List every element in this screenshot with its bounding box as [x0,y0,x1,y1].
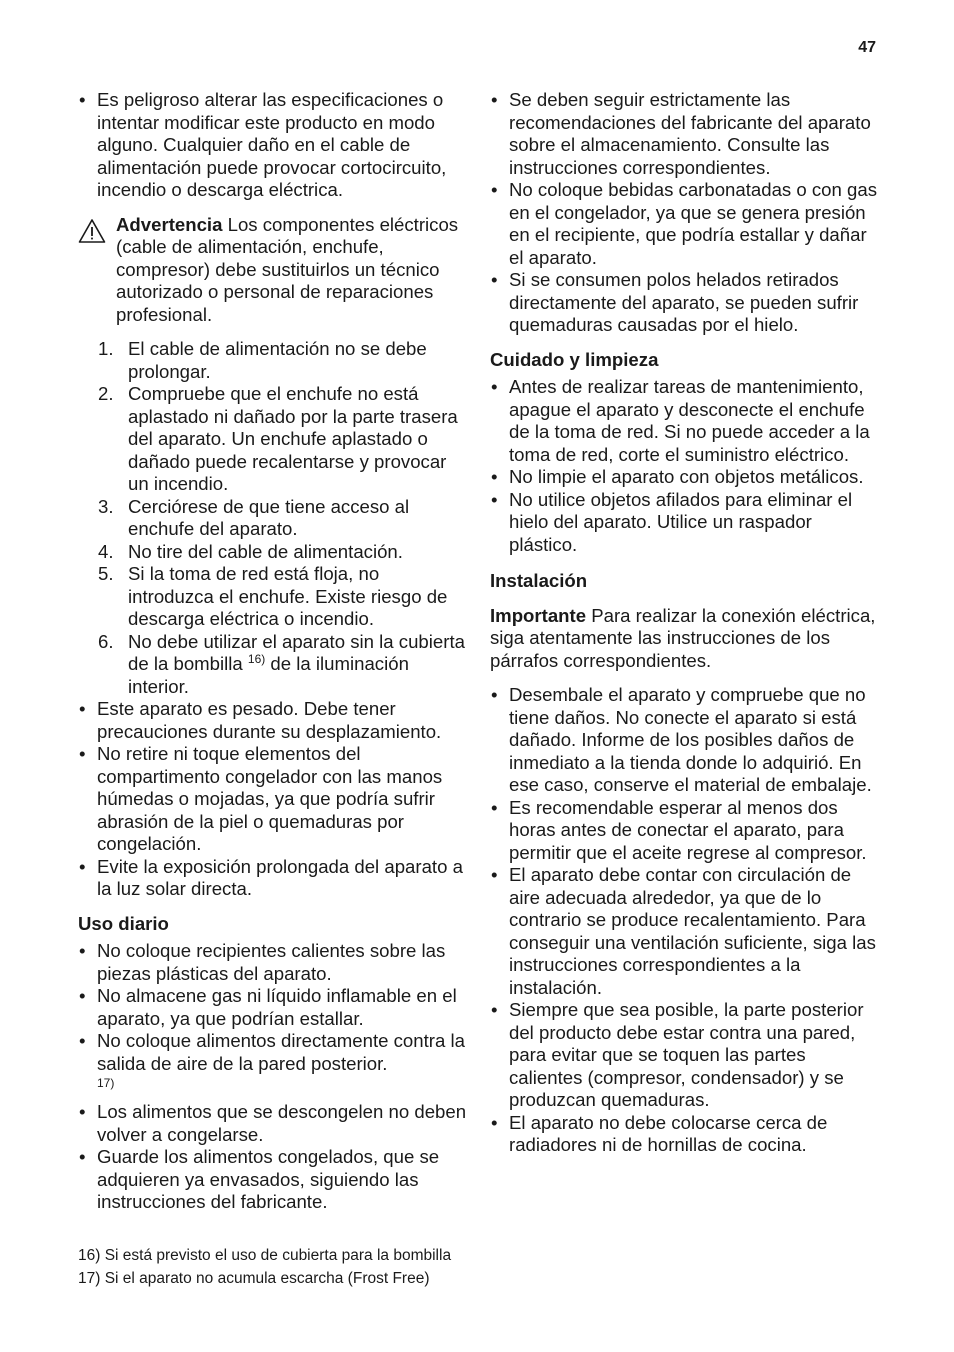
numbered-list [78,338,470,698]
footnote: 16) Si está previsto el uso de cubierta para la bombilla [78,1247,452,1264]
list-item: • Es peligroso alterar las especificaciones o intentar modificar este producto en modo alguno. Cualquier daño en el cable de alimentación puede provocar cortocircuito, incendio o descarga eléctrica. [78,89,470,202]
section-heading-cuidado: Cuidado y limpieza [490,348,659,370]
list-item: • Desembale el aparato y compruebe que no tiene daños. No conecte el aparato si está dañado. Informe de los posibles daños de inmediato a la tienda donde lo adquirió. En ese caso, conserve el material de embalaje. [490,684,882,797]
numbered-item: 2. Compruebe que el enchufe no está aplastado ni dañado por la parte trasera del aparato. Un enchufe aplastado o dañado puede recalentarse y provocar un incendio. [98,383,458,494]
list-item: • No retire ni toque elementos del compartimento congelador con las manos húmedas o mojadas, ya que podría sufrir abrasión de la piel o quemaduras por congelación. [78,743,470,856]
list-item: • Los alimentos que se descongelen no deben volver a congelarse. [78,1101,470,1146]
warning-notice [78,214,470,327]
warning-text: Los componentes eléctricos (cable de alimentación, enchufe, compresor) debe sustituirlos un técnico autorizado o personal de reparaciones profesional. [116,213,459,325]
section-heading-uso-diario: Uso diario [78,912,169,934]
left-column [78,89,470,1214]
footnotes [78,1245,538,1290]
list-item: • Evite la exposición prolongada del aparato a la luz solar directa. [78,856,470,901]
warning-triangle-icon [78,218,106,244]
uso-diario-list [78,940,470,1214]
footnote-ref: 17) [97,1076,115,1090]
important-label: Importante [490,604,587,626]
storage-bullet-list [490,89,882,337]
list-item: • Guarde los alimentos congelados, que se adquieren ya envasados, siguiendo las instrucciones del fabricante. [78,1146,470,1214]
footnote-ref: 16) [247,652,266,666]
list-item: • No coloque alimentos directamente contra la salida de aire de la pared posterior. 17) [78,1030,470,1091]
intro-bullet-list [78,89,470,202]
warning-label: Advertencia [116,213,223,235]
list-item: • No coloque recipientes calientes sobre las piezas plásticas del aparato. [78,940,470,985]
list-item: • Antes de realizar tareas de mantenimiento, apague el aparato y desconecte el enchufe de la toma de red. Si no puede acceder a la toma de red, corte el suministro eléctrico. [490,376,882,466]
list-item: • Se deben seguir estrictamente las recomendaciones del fabricante del aparato sobre el almacenamiento. Consulte las instrucciones correspondientes. [490,89,882,179]
footnote: 17) Si el aparato no acumula escarcha (Frost Free) [78,1269,430,1287]
list-item: • El aparato no debe colocarse cerca de radiadores ni de hornillas de cocina. [490,1112,882,1157]
list-item: • No limpie el aparato con objetos metálicos. [490,466,882,489]
numbered-item: 3. Cerciórese de que tiene acceso al enchufe del aparato. [98,495,410,539]
list-item: • No coloque bebidas carbonatadas o con gas en el congelador, ya que se genera presión en el recipiente, que podría estallar y dañar el aparato. [490,179,882,269]
page-number: 47 [858,39,876,56]
cuidado-list [490,376,882,556]
numbered-item: 6. No debe utilizar el aparato sin la cubierta de la bombilla $^{16)}$ de la iluminación interior. [98,630,465,697]
right-column [490,89,882,1157]
list-item: • Es recomendable esperar al menos dos horas antes de conectar el aparato, para permitir que el aceite regrese al compresor. [490,797,882,865]
important-text: Para realizar la conexión eléctrica, siga atentamente las instrucciones de los párrafos correspondientes. [490,604,876,671]
list-item: • Siempre que sea posible, la parte posterior del producto debe estar contra una pared, para evitar que se toquen las partes calientes (compresor, condensador) y se produzcan quemaduras. [490,999,882,1112]
list-item: • No almacene gas ni líquido inflamable en el aparato, ya que podrían estallar. [78,985,470,1030]
numbered-item: 4. No tire del cable de alimentación. [98,540,403,562]
instalacion-list [490,684,882,1157]
section-heading-instalacion: Instalación [490,570,588,591]
numbered-item: 1. El cable de alimentación no se debe prolongar. [98,338,427,382]
list-item: • Este aparato es pesado. Debe tener precauciones durante su desplazamiento. [78,698,470,743]
list-item: • No utilice objetos afilados para eliminar el hielo del aparato. Utilice un raspador plástico. [490,489,882,557]
list-item: • El aparato debe contar con circulación de aire adecuada alrededor, ya que de lo contrario se produce recalentamiento. Para conseguir una ventilación suficiente, siga las instrucciones correspondientes a la instalación. [490,864,882,999]
list-item: • Si se consumen polos helados retirados directamente del aparato, se pueden sufrir quemaduras causadas por el hielo. [490,269,882,337]
numbered-item: 5. Si la toma de red está floja, no introduzca el enchufe. Existe riesgo de descarga eléctrica o incendio. [98,563,448,629]
important-notice [490,605,882,673]
safety-bullet-list [78,698,470,901]
